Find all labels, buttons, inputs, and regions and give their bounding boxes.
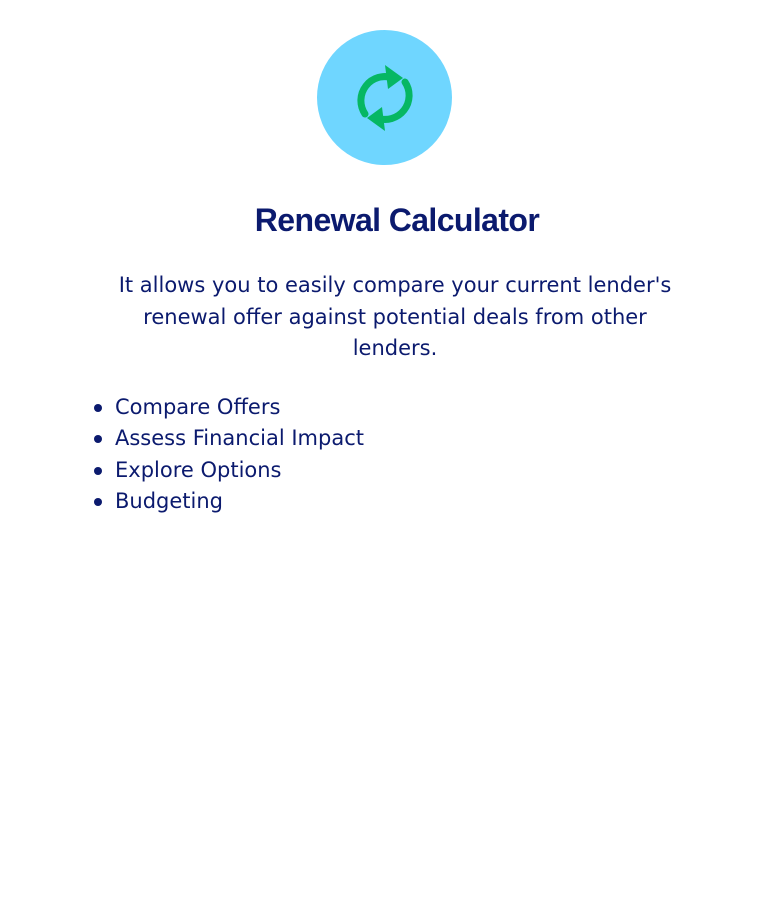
bullet-icon [94, 498, 102, 506]
list-item [92, 392, 364, 423]
list-item [92, 486, 364, 517]
bullet-icon [94, 467, 102, 475]
feature-label: Explore Options [115, 457, 282, 482]
bullet-icon [94, 435, 102, 443]
feature-label: Compare Offers [115, 395, 281, 419]
description-text: It allows you to easily compare your current lender's renewal offer against potential deals from other lenders. [118, 273, 672, 360]
feature-label: Assess Financial Impact [115, 426, 364, 451]
list-item [92, 423, 364, 454]
bullet-icon [94, 404, 102, 412]
feature-list [92, 392, 364, 517]
list-item [92, 455, 364, 486]
icon-badge [317, 30, 452, 165]
feature-label: Budgeting [115, 488, 224, 513]
page-title: Renewal Calculator [254, 202, 540, 238]
refresh-icon [351, 56, 419, 140]
